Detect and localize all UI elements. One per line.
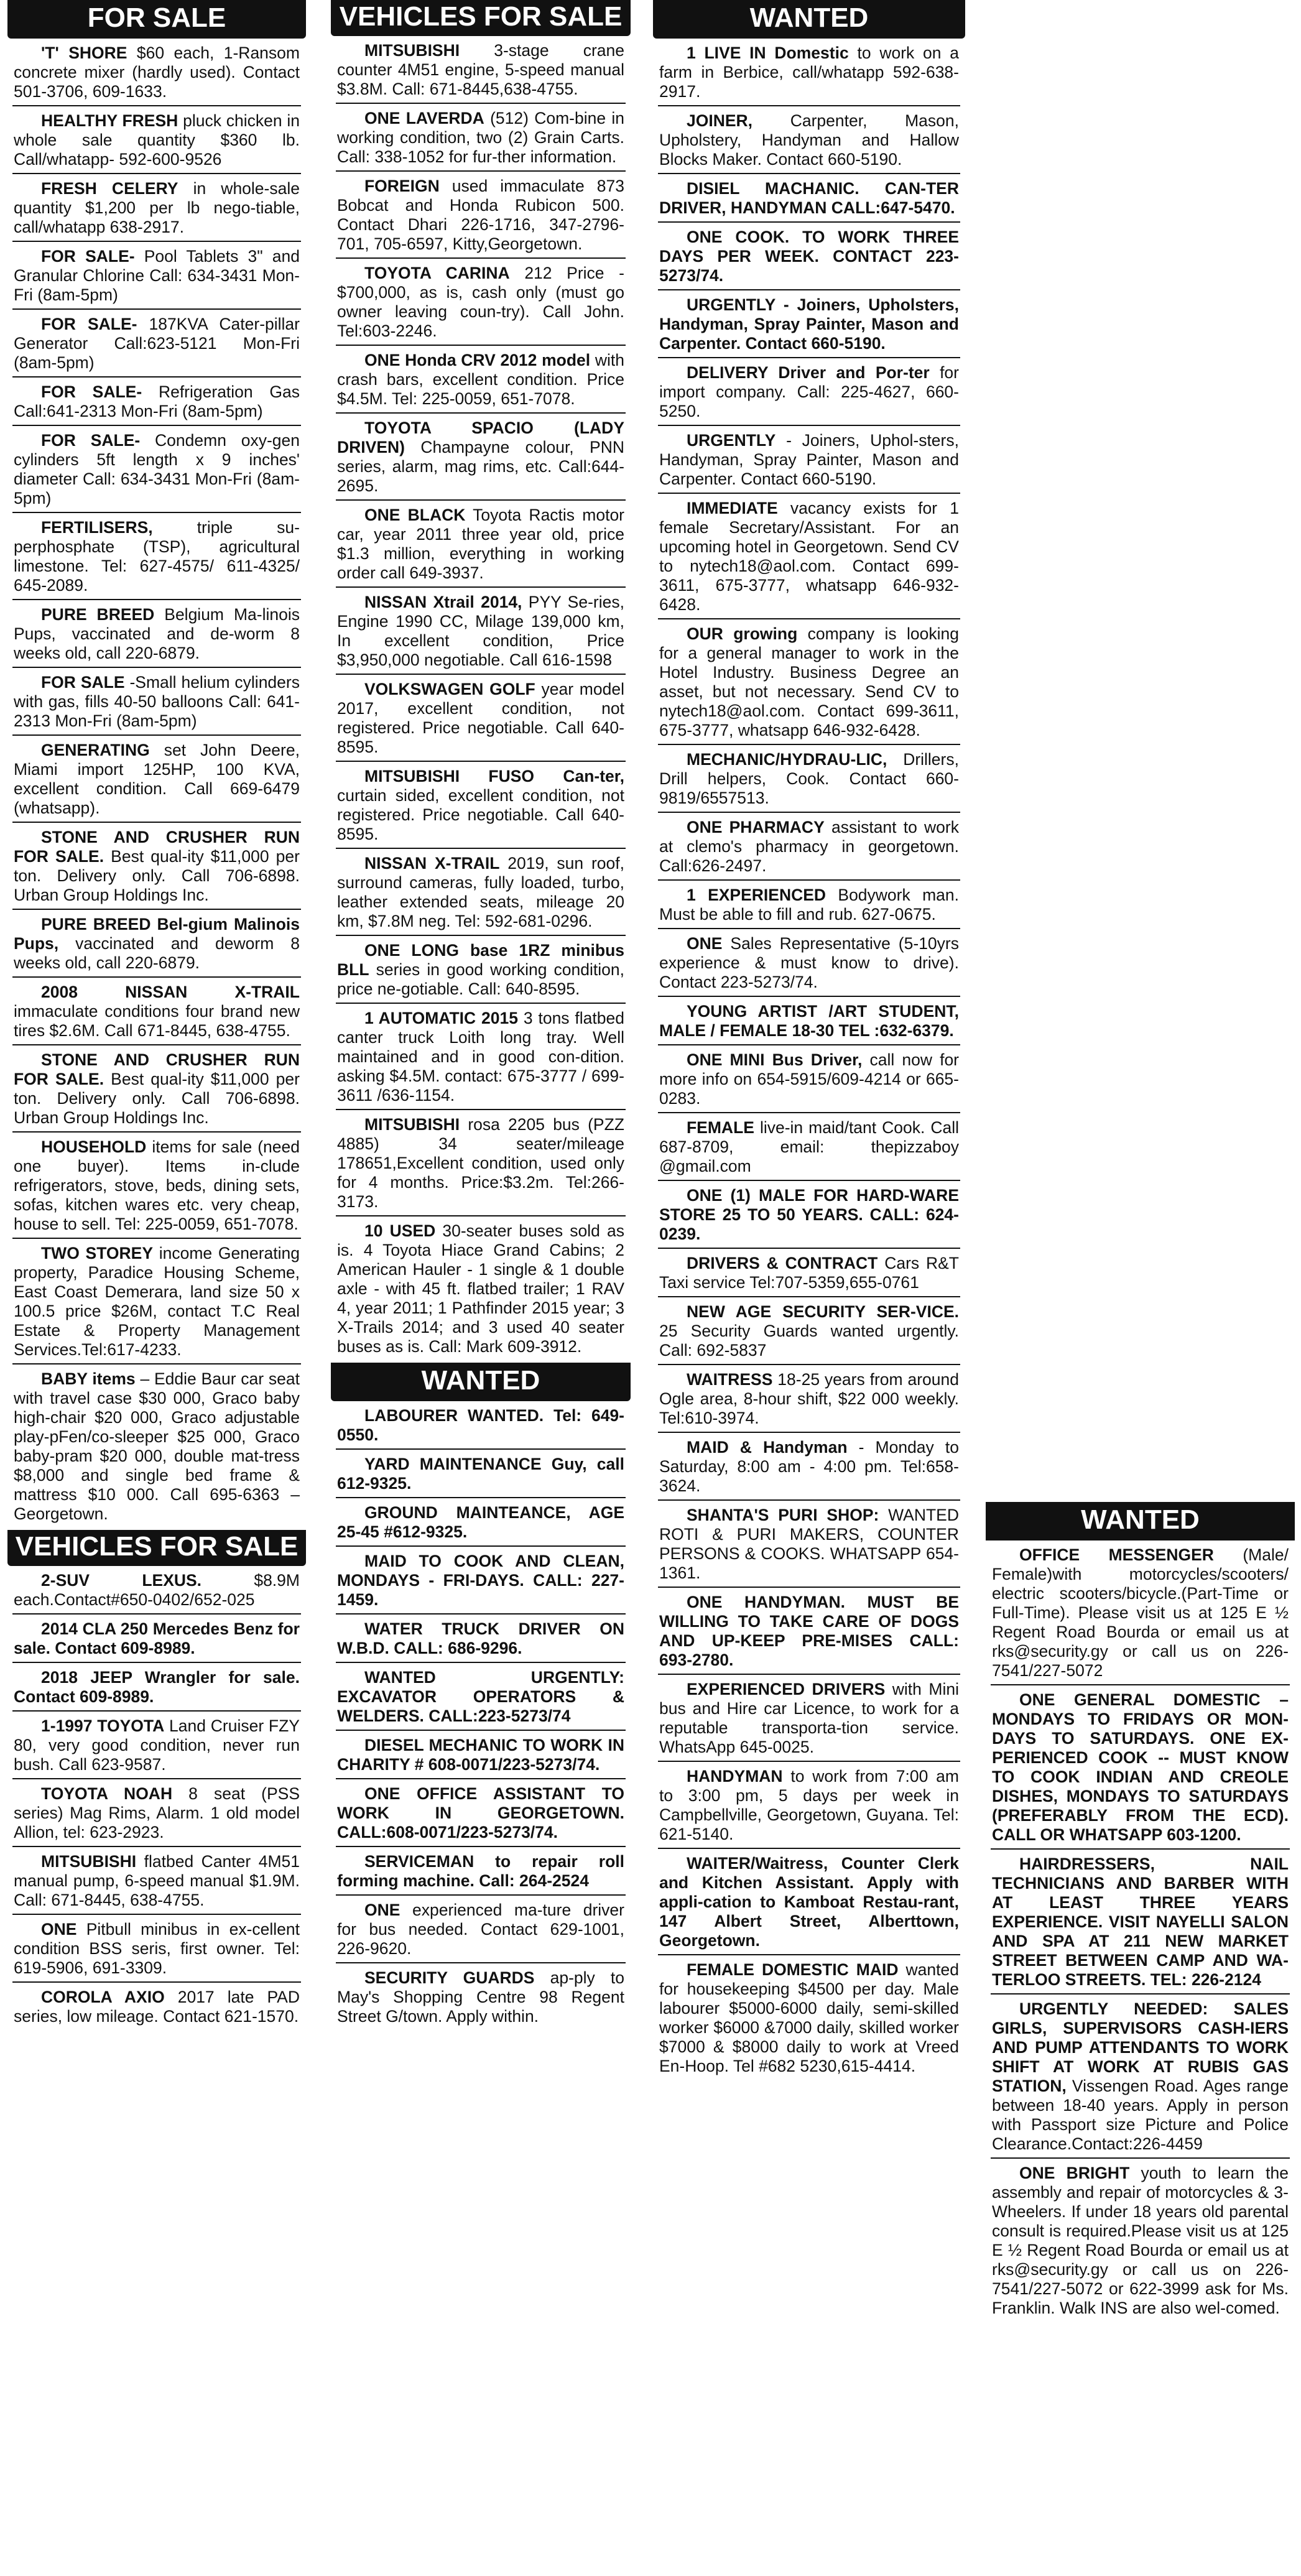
ad-list-wanted (653, 42, 965, 2080)
ad-lead: ONE BLACK (364, 506, 466, 524)
ad-lead: NISSAN Xtrail 2014, (364, 593, 522, 611)
classified-ad (658, 1853, 960, 1955)
classified-ad (336, 940, 626, 1004)
ad-lead: ONE Honda CRV 2012 model (364, 351, 591, 369)
ad-text: Drillers, Drill helpers, Cook. Contact 660-9819/6557513. (659, 750, 959, 807)
classified-ad (991, 1998, 1290, 2159)
classified-ad (336, 591, 626, 675)
ad-lead: ONE PHARMACY (687, 818, 825, 836)
ad-list-for-sale (7, 42, 306, 1527)
ad-text: rosa 2205 bus (PZZ 4885) 34 seater/mileage 178651,Excellent condition, used only for 4 months. Price:$3.2m. Tel:266-3173. (337, 1115, 624, 1211)
ad-lead: COROLA AXIO (41, 1988, 165, 2006)
classified-ad (336, 108, 626, 172)
ad-text: items for sale (need one buyer). Items in-clude refrigerators, stove, beds, dining sets, sofas, kitchen wares etc. very cheap, house to sell. Tel: 225-0059, 651-7078. (14, 1137, 300, 1233)
classified-ad (658, 430, 960, 494)
classified-ad (12, 246, 301, 310)
ad-text: Vissengen Road. Ages range between 18-40 years. Apply in person with Passport size Picture and Police Clearance.Contact:226-4459 (992, 2077, 1289, 2153)
ad-text: Refrigeration Gas Call:641-2313 Mon-Fri (8am-5pm) (14, 382, 300, 420)
ad-text: assistant to work at clemo's pharmacy in georgetown. Call:626-2497. (659, 818, 959, 875)
ad-lead: ONE (41, 1920, 77, 1939)
classified-ad (336, 417, 626, 501)
ad-lead: HANDYMAN (687, 1767, 783, 1786)
classified-ad (12, 110, 301, 174)
ad-text: call now for more info on 654-5915/609-4214 or 665-0283. (659, 1050, 960, 1108)
classified-ad (12, 914, 301, 978)
classified-ad (658, 1766, 960, 1849)
ad-lead: ONE (1) MALE FOR HARD-WARE STORE 25 TO 50 YEARS. CALL: 624-0239. (659, 1186, 959, 1243)
classified-ad (658, 623, 960, 745)
ad-lead: YOUNG ARTIST /ART STUDENT, MALE / FEMALE 18-30 TEL :632-6379. (659, 1002, 959, 1040)
ad-lead: FEMALE DOMESTIC MAID (687, 1960, 899, 1979)
ad-lead: SECURITY GUARDS (364, 1968, 535, 1987)
ad-text: Pool Tablets 3" and Granular Chlorine Call: 634-3431 Mon-Fri (8am-5pm) (14, 247, 300, 304)
ad-lead: 1 EXPERIENCED (687, 886, 826, 904)
classified-ad (336, 350, 626, 414)
ad-lead: FOREIGN (364, 177, 440, 195)
ad-text: (Male/ Female)with motorcycles/scooters/ electric scooters/bicycle.(Part-Time or Full-Time). Please visit us at 125 E ½ Regent Road Bourda or email us at rks@security.gy or call us on 226-7541/227-5072 (992, 1545, 1289, 1680)
classified-ad (658, 1591, 960, 1675)
ad-lead: DISIEL MACHANIC. CAN-TER DRIVER, HANDYMAN CALL:647-5470. (659, 179, 959, 217)
ad-lead: FOR SALE- (41, 315, 137, 333)
classified-ad (336, 766, 626, 849)
ad-lead: FRESH CELERY (41, 179, 178, 198)
ad-text: $8.9M each.Contact#650-0402/652-025 (14, 1571, 300, 1609)
ad-lead: STONE AND CRUSHER RUN FOR SALE. (14, 1050, 300, 1088)
classified-ad (12, 1986, 301, 2030)
classified-ad (991, 2162, 1290, 2322)
classified-ad (12, 1049, 301, 1133)
ad-lead: NISSAN X-TRAIL (364, 854, 500, 873)
classified-ad (658, 1301, 960, 1365)
classified-ad (12, 827, 301, 910)
column-4 (986, 1502, 1295, 2322)
ad-text: 8 seat (PSS series) Mag Rims, Alarm. 1 old model Allion, tel: 623-2923. (14, 1784, 300, 1842)
ad-lead: OFFICE MESSENGER (1019, 1545, 1214, 1564)
classified-ad (658, 226, 960, 290)
ad-text: 187KVA Cater-pillar Generator Call:623-5121 Mon-Fri (8am-5pm) (14, 315, 300, 372)
classified-ad (658, 178, 960, 223)
ad-text: 30-seater buses sold as is. 4 Toyota Hiace Grand Cabins; 2 American Hauler - 1 single & 1 double axle - with 45 ft. flatbed trailer; 1 RAV 4, year 2011; 1 Pathfinder 2015 year; 3 X-Trails 2014; and 3 used 40 seater buses as is. Call: Mark 609-3912. (337, 1221, 624, 1356)
column-2 (331, 0, 631, 2030)
classified-ad (991, 1853, 1290, 1995)
ad-lead: YARD MAINTENANCE Guy, call 612-9325. (337, 1455, 624, 1493)
ad-text: Pitbull minibus in ex-cellent condition BSS seris, first owner. Tel: 619-5906, 691-3309. (14, 1920, 300, 1977)
ad-lead: OUR growing (687, 624, 798, 643)
ad-text: 25 Security Guards wanted urgently. Call: 692-5837 (659, 1322, 959, 1360)
ad-lead: HAIRDRESSERS, NAIL TECHNICIANS AND BARBER WITH AT LEAST THREE YEARS EXPERIENCE. VISIT NAYELLI SALON AND SPA AT 211 NEW MARKET STREET BETWEEN CAMP AND WA-TERLOO STREETS. TEL: 226-2124 (992, 1855, 1289, 1989)
classified-ad (336, 1899, 626, 1963)
ad-lead: TWO STOREY (41, 1244, 154, 1263)
ad-text: PYY Se-ries, Engine 1990 CC, Milage 139,000 km, In excellent condition, Price $3,950,000 negotiable. Call 616-1598 (337, 593, 624, 669)
ad-lead: MECHANIC/HYDRAU-LIC, (687, 750, 887, 769)
section-header-wanted: WANTED (653, 0, 965, 39)
ad-text: 18-25 years from around Ogle area, 8-hour shift, $22 000 weekly. Tel:610-3974. (659, 1370, 959, 1427)
ad-lead: SERVICEMAN to repair roll forming machine. Call: 264-2524 (337, 1852, 624, 1890)
ad-lead: ONE MINI Bus Driver, (687, 1050, 863, 1069)
ad-lead: URGENTLY (687, 431, 776, 450)
classified-ad (336, 1453, 626, 1498)
ad-lead: EXPERIENCED DRIVERS (687, 1680, 886, 1698)
ad-text: flatbed Canter 4M51 manual pump, 6-speed manual $1.9M. Call: 671-8445, 638-4755. (14, 1852, 300, 1909)
ad-text: year model 2017, excellent condition, not registered. Price negotiable. Call 640-8595. (337, 680, 624, 756)
ad-lead: 1 AUTOMATIC 2015 (364, 1009, 518, 1027)
ad-text: Condemn oxy-gen cylinders 5ft length x 9 inches' diameter Call: 634-3431 Mon-Fri (8am-5pm) (14, 431, 300, 507)
ad-lead: FOR SALE- (41, 382, 142, 401)
section-header-for-sale: FOR SALE (7, 0, 306, 39)
classified-ad (12, 313, 301, 378)
ad-lead: JOINER, (687, 111, 753, 130)
classified-ad (658, 110, 960, 174)
ad-text: experienced ma-ture driver for bus needed. Contact 629-1001, 226-9620. (337, 1901, 624, 1958)
classified-ad (658, 362, 960, 426)
ad-text: -Small helium cylinders with gas, fills 40-50 balloons Call: 641-2313 Mon-Fri (8am-5pm) (14, 673, 300, 730)
classified-ad (658, 42, 960, 106)
classified-ad (12, 381, 301, 426)
classified-ad (12, 178, 301, 242)
ad-list-wanted (986, 1544, 1295, 2322)
ad-lead: TOYOTA NOAH (41, 1784, 173, 1803)
ad-text: 2017 late PAD series, low mileage. Contact 621-1570. (14, 1988, 300, 2026)
ad-lead: SHANTA'S PURI SHOP: (687, 1506, 879, 1524)
classified-ad (12, 1570, 301, 1615)
classified-ad (658, 1049, 960, 1113)
ad-lead: WAITRESS (687, 1370, 773, 1389)
ad-lead: TOYOTA SPACIO (LADY DRIVEN) (337, 419, 624, 456)
classified-ad (336, 1220, 626, 1360)
ad-text: in whole-sale quantity $1,200 per lb nego-tiable, call/whatapp 638-2917. (14, 179, 300, 236)
ad-lead: URGENTLY NEEDED: SALES GIRLS, SUPERVISORS CASH-IERS AND PUMP ATTENDANTS TO WORK SHIFT AT WORK AT RUBIS GAS STATION, (992, 1999, 1289, 2095)
classified-ad (12, 430, 301, 513)
classified-ad (336, 262, 626, 346)
ad-lead: MITSUBISHI (364, 41, 460, 60)
ad-text: Carpenter, Mason, Upholstery, Handyman and Hallow Blocks Maker. Contact 660-5190. (659, 111, 959, 169)
ad-text: – Eddie Baur car seat with travel case $30 000, Graco baby high-chair $20 000, Graco adjustable play-pFen/co-sleeper $25 000, Graco baby-pram $20 000, double mat-tress $8,000 and single bed frame & mattress $10 000. Call 695-6363 – Georgetown. (14, 1369, 300, 1523)
ad-text: with Mini bus and Hire car Licence, to work for a reputable transporta-tion service. WhatsApp 645-0025. (659, 1680, 959, 1756)
ad-lead: 2008 NISSAN X-TRAIL (41, 983, 300, 1001)
ad-text: - Joiners, Uphol-sters, Handyman, Spray Painter, Mason and Carpenter. Contact 660-5190. (659, 431, 959, 488)
ad-lead: FERTILISERS, (41, 518, 153, 537)
ad-lead: MITSUBISHI FUSO Can-ter, (364, 767, 624, 785)
ad-text: for import company. Call: 225-4627, 660-5250. (659, 363, 959, 420)
classified-ad (12, 1919, 301, 1983)
classified-ad (12, 604, 301, 668)
ad-text: 2019, sun roof, surround cameras, fully loaded, turbo, leather extended seats, mileage 20 km, $7.8M neg. Tel: 592-681-0296. (337, 854, 625, 930)
ad-text: Champayne colour, PNN series, alarm, mag rims, etc. Call:644-2695. (337, 438, 624, 495)
classified-ad (658, 1369, 960, 1433)
classified-ad (336, 40, 626, 104)
ad-lead: PURE BREED (41, 605, 155, 624)
ad-lead: ONE HANDYMAN. MUST BE WILLING TO TAKE CARE OF DOGS AND UP-KEEP PRE-MISES CALL: 693-2780. (659, 1593, 959, 1669)
ad-text: Sales Representative (5-10yrs experience & must know to drive). Contact 223-5273/74. (659, 934, 959, 991)
classified-ad (12, 517, 301, 600)
ad-lead: 2018 JEEP Wrangler for sale. Contact 609-8989. (14, 1668, 300, 1706)
ad-text: triple su-perphosphate (TSP), agricultural limestone. Tel: 627-4575/ 611-4325/ 645-2089. (14, 518, 300, 595)
ad-lead: ONE (687, 934, 723, 953)
ad-lead: NEW AGE SECURITY SER-VICE. (687, 1302, 959, 1321)
ad-text: live-in maid/tant Cook. Call 687-8709, email: thepizzaboy @gmail.com (659, 1118, 959, 1175)
ad-lead: FOR SALE- (41, 431, 141, 450)
ad-text: - Monday to Saturday, 8:00 am - 4:00 pm. Tel:658-3624. (659, 1438, 959, 1495)
classified-ad (658, 1959, 960, 2080)
classified-ad (658, 1504, 960, 1588)
ad-text: to work on a farm in Berbice, call/whatapp 592-638-2917. (659, 44, 959, 101)
classified-ad (658, 1253, 960, 1297)
ad-lead: GROUND MAINTEANCE, AGE 25-45 #612-9325. (337, 1503, 624, 1541)
ad-text: ap-ply to May's Shopping Centre 98 Regent Street G/town. Apply within. (337, 1968, 624, 2026)
ad-lead: MITSUBISHI (41, 1852, 137, 1871)
ad-lead: 1 LIVE IN Domestic (687, 44, 849, 62)
ad-text: pluck chicken in whole sale quantity $360 lb. Call/whatapp- 592-600-9526 (14, 111, 300, 169)
ad-lead: VOLKSWAGEN GOLF (364, 680, 535, 698)
ad-lead: 2014 CLA 250 Mercedes Benz for sale. Contact 609-8989. (14, 1619, 300, 1657)
classified-ad (12, 1715, 301, 1779)
ad-lead: GENERATING (41, 741, 150, 759)
ad-text: series in good working condition, price ne-gotiable. Call: 640-8595. (337, 960, 624, 998)
ad-text: (512) Com-bine in working condition, two (2) Grain Carts. Call: 338-1052 for fur-ther information. (337, 109, 624, 166)
ad-text: youth to learn the assembly and repair of motorcycles & 3-Wheelers. If under 18 years old parental consult is required.Please visit us at 125 E ½ Regent Road Bourda or email us at rks@security.gy or call us on 226-7541/227-5072 or 622-3999 ask for Ms. Franklin. Walk INS are also wel-comed. (992, 2164, 1289, 2317)
ad-text: vaccinated and deworm 8 weeks old, call 220-6879. (14, 934, 300, 972)
ad-text: Best qual-ity $11,000 per ton. Delivery only. Call 706-6898. Urban Group Holdings Inc. (14, 1070, 300, 1127)
ad-list-wanted (331, 1405, 631, 2030)
classified-ad (12, 1851, 301, 1915)
column-3 (653, 0, 965, 2080)
ad-text: 212 Price - $700,000, as is, cash only (must go owner leaving coun-try). Call John. Tel:603-2246. (337, 264, 624, 340)
classified-ad (658, 1437, 960, 1501)
ad-lead: IMMEDIATE (687, 499, 778, 517)
ad-text: Land Cruiser FZY 80, very good condition, never run bush. Call 623-9587. (14, 1717, 300, 1774)
ad-lead: LABOURER WANTED. Tel: 649-0550. (337, 1406, 624, 1444)
classified-ad (336, 1114, 626, 1216)
classified-ad (12, 1136, 301, 1239)
classified-ad (336, 1008, 626, 1110)
ad-lead: 10 USED (364, 1221, 436, 1240)
classified-ad (991, 1689, 1290, 1850)
classified-ad (12, 1667, 301, 1712)
ad-lead: FOR SALE- (41, 247, 135, 266)
ad-lead: ONE LONG base 1RZ minibus BLL (337, 941, 624, 979)
ad-lead: ONE BRIGHT (1019, 2164, 1130, 2182)
ad-list-vehicles (331, 40, 631, 1360)
ad-lead: MAID TO COOK AND CLEAN, MONDAYS - FRI-DAYS. CALL: 227-1459. (337, 1552, 624, 1609)
classified-ad (336, 1667, 626, 1731)
classified-ad (336, 1502, 626, 1547)
ad-text: curtain sided, excellent condition, not registered. Price negotiable. Call 640-8595. (337, 786, 624, 843)
ad-lead: 1-1997 TOYOTA (41, 1717, 165, 1735)
ad-text: immaculate conditions four brand new tires $2.6M. Call 671-8445, 638-4755. (14, 1002, 300, 1040)
ad-text: used immaculate 873 Bobcat and Honda Rubicon 500. Contact Dhari 226-1716, 347-2796-701, 705-6597, Kitty,Georgetown. (337, 177, 624, 253)
ad-text: Toyota Ractis motor car, year 2011 three year old, price $1.3 million, everything in working order call 649-3937. (337, 506, 625, 582)
ad-lead: ONE (364, 1901, 400, 1919)
classified-ad (12, 672, 301, 736)
ad-lead: BABY items (41, 1369, 136, 1388)
ad-text: Belgium Ma-linois Pups, vaccinated and de-worm 8 weeks old, call 220-6879. (14, 605, 300, 662)
classified-ad (336, 679, 626, 762)
classified-ad (658, 817, 960, 881)
classified-ad (336, 1783, 626, 1847)
ad-text: Best qual-ity $11,000 per ton. Delivery only. Call 706-6898. Urban Group Holdings Inc. (14, 847, 300, 904)
classified-ad (336, 1851, 626, 1896)
ad-lead: ONE COOK. TO WORK THREE DAYS PER WEEK. CONTACT 223-5273/74. (659, 228, 959, 285)
ad-list-vehicles (7, 1570, 306, 2030)
ad-lead: WAITER/Waitress, Counter Clerk and Kitchen Assistant. Apply with appli-cation to Kamboat Restau-rant, 147 Albert Street, Alberttown, Georgetown. (659, 1854, 959, 1950)
classified-ad (12, 1368, 301, 1527)
ad-lead: STONE AND CRUSHER RUN FOR SALE. (14, 828, 300, 866)
section-header-wanted: WANTED (986, 1502, 1295, 1541)
ad-lead: MITSUBISHI (364, 1115, 460, 1134)
ad-lead: FOR SALE (41, 673, 125, 692)
ad-text: company is looking for a general manager to work in the Hotel Industry. Business Degree an asset, but not necessary. Send CV to nytech18@aol.com. Contact 699-3611, 675-3777, whatsapp 646-932-6428. (659, 624, 959, 739)
ad-text: Bodywork man. Must be able to fill and rub. 627-0675. (659, 886, 959, 924)
classified-ad (336, 1550, 626, 1615)
ad-lead: WANTED URGENTLY: EXCAVATOR OPERATORS & WELDERS. CALL:223-5273/74 (337, 1668, 624, 1725)
classified-ad (658, 933, 960, 997)
classified-ad (12, 1243, 301, 1364)
classified-ad (336, 175, 626, 259)
ad-lead: ONE LAVERDA (364, 109, 484, 127)
ad-text: vacancy exists for 1 female Secretary/Assistant. For an upcoming hotel in Georgetown. Send CV to nytech18@aol.com. Contact 699-3611, 675-3777, whatsapp 646-932-6428. (659, 499, 959, 614)
ad-text: to work from 7:00 am to 3:00 pm, 5 days per week in Campbellville, Georgetown, Guyana. Tel: 621-5140. (659, 1767, 959, 1843)
ad-text: Cars R&T Taxi service Tel:707-5359,655-0761 (659, 1254, 959, 1292)
classified-ad (12, 42, 301, 106)
ad-lead: WATER TRUCK DRIVER ON W.B.D. CALL: 686-9296. (337, 1619, 624, 1657)
ad-lead: PURE BREED Bel-gium Malinois Pups, (14, 915, 300, 953)
classified-ad (12, 981, 301, 1045)
ad-text: WANTED ROTI & PURI MAKERS, COUNTER PERSONS & COOKS. WHATSAPP 654-1361. (659, 1506, 959, 1582)
classified-ad (12, 739, 301, 823)
ad-lead: TOYOTA CARINA (364, 264, 510, 282)
classified-ad (336, 1735, 626, 1779)
classified-ad (658, 1117, 960, 1181)
ad-lead: HEALTHY FRESH (41, 111, 178, 130)
ad-text: 3 tons flatbed canter truck Loith long tray. Well maintained and in good con-dition. asking $4.5M. contact: 675-3777 / 699-3611 /636-1154. (337, 1009, 624, 1105)
classified-ad (336, 1618, 626, 1663)
classified-ad (658, 294, 960, 358)
column-1 (7, 0, 306, 2030)
ad-lead: DELIVERY Driver and Por-ter (687, 363, 930, 382)
classified-ad (12, 1618, 301, 1663)
ad-lead: MAID & Handyman (687, 1438, 848, 1457)
ad-lead: ONE OFFICE ASSISTANT TO WORK IN GEORGETOWN. CALL:608-0071/223-5273/74. (337, 1784, 624, 1842)
ad-lead: 2-SUV LEXUS. (41, 1571, 202, 1590)
classified-ad (336, 853, 626, 936)
ad-lead: URGENTLY - Joiners, Upholsters, Handyman, Spray Painter, Mason and Carpenter. Contact 660-5190. (659, 295, 959, 353)
classified-ad (658, 749, 960, 813)
classified-ad (336, 1967, 626, 2030)
ad-lead: DIESEL MECHANIC TO WORK IN CHARITY # 608-0071/223-5273/74. (337, 1736, 624, 1774)
ad-text: set John Deere, Miami import 125HP, 100 KVA, excellent condition. Call 669-6479 (whatsapp). (14, 741, 300, 817)
ad-text: income Generating property, Paradice Housing Scheme, East Coast Demerara, land size 50 x 100.5 price $26M, contact T.C Real Estate & Property Management Services.Tel:617-4233. (14, 1244, 300, 1359)
ad-text: 3-stage crane counter 4M51 engine, 5-speed manual $3.8M. Call: 671-8445,638-4755. (337, 41, 624, 98)
ad-lead: 'T' SHORE (41, 44, 127, 62)
classified-ad (658, 1185, 960, 1249)
section-header-vehicles-for-sale: VEHICLES FOR SALE (7, 1530, 306, 1566)
ad-lead: HOUSEHOLD (41, 1137, 147, 1156)
ad-text: wanted for housekeeping $4500 per day. Male labourer $5000-6000 daily, semi-skilled worker $6000 &7000 daily, skilled worker $7000 & $8000 daily to work at Vreed En-Hoop. Tel #682 5230,615-4414. (659, 1960, 959, 2075)
classified-ad (658, 498, 960, 619)
ad-text: with crash bars, excellent condition. Price $4.5M. Tel: 225-0059, 651-7078. (337, 351, 624, 408)
ad-text: $60 each, 1-Ransom concrete mixer (hardly used). Contact 501-3706, 609-1633. (14, 44, 300, 101)
classified-ad (658, 1679, 960, 1762)
classified-ad (336, 504, 626, 588)
section-header-vehicles-for-sale: VEHICLES FOR SALE (331, 0, 631, 36)
ad-lead: DRIVERS & CONTRACT (687, 1254, 878, 1272)
classified-ad (336, 1405, 626, 1450)
classified-ad (658, 884, 960, 929)
section-header-wanted: WANTED (331, 1363, 631, 1401)
classified-ad (991, 1544, 1290, 1685)
ad-lead: ONE GENERAL DOMESTIC – MONDAYS TO FRIDAYS OR MON-DAYS TO SATURDAYS. ONE EX-PERIENCED COOK -- MUST KNOW TO COOK INDIAN AND CREOLE DISHES, MONDAYS TO SATURDAYS (PREFERABLY FROM THE ECD). CALL OR WHATSAPP 603-1200. (992, 1690, 1289, 1844)
ad-lead: FEMALE (687, 1118, 754, 1137)
classified-ad (658, 1001, 960, 1045)
classified-ad (12, 1783, 301, 1847)
